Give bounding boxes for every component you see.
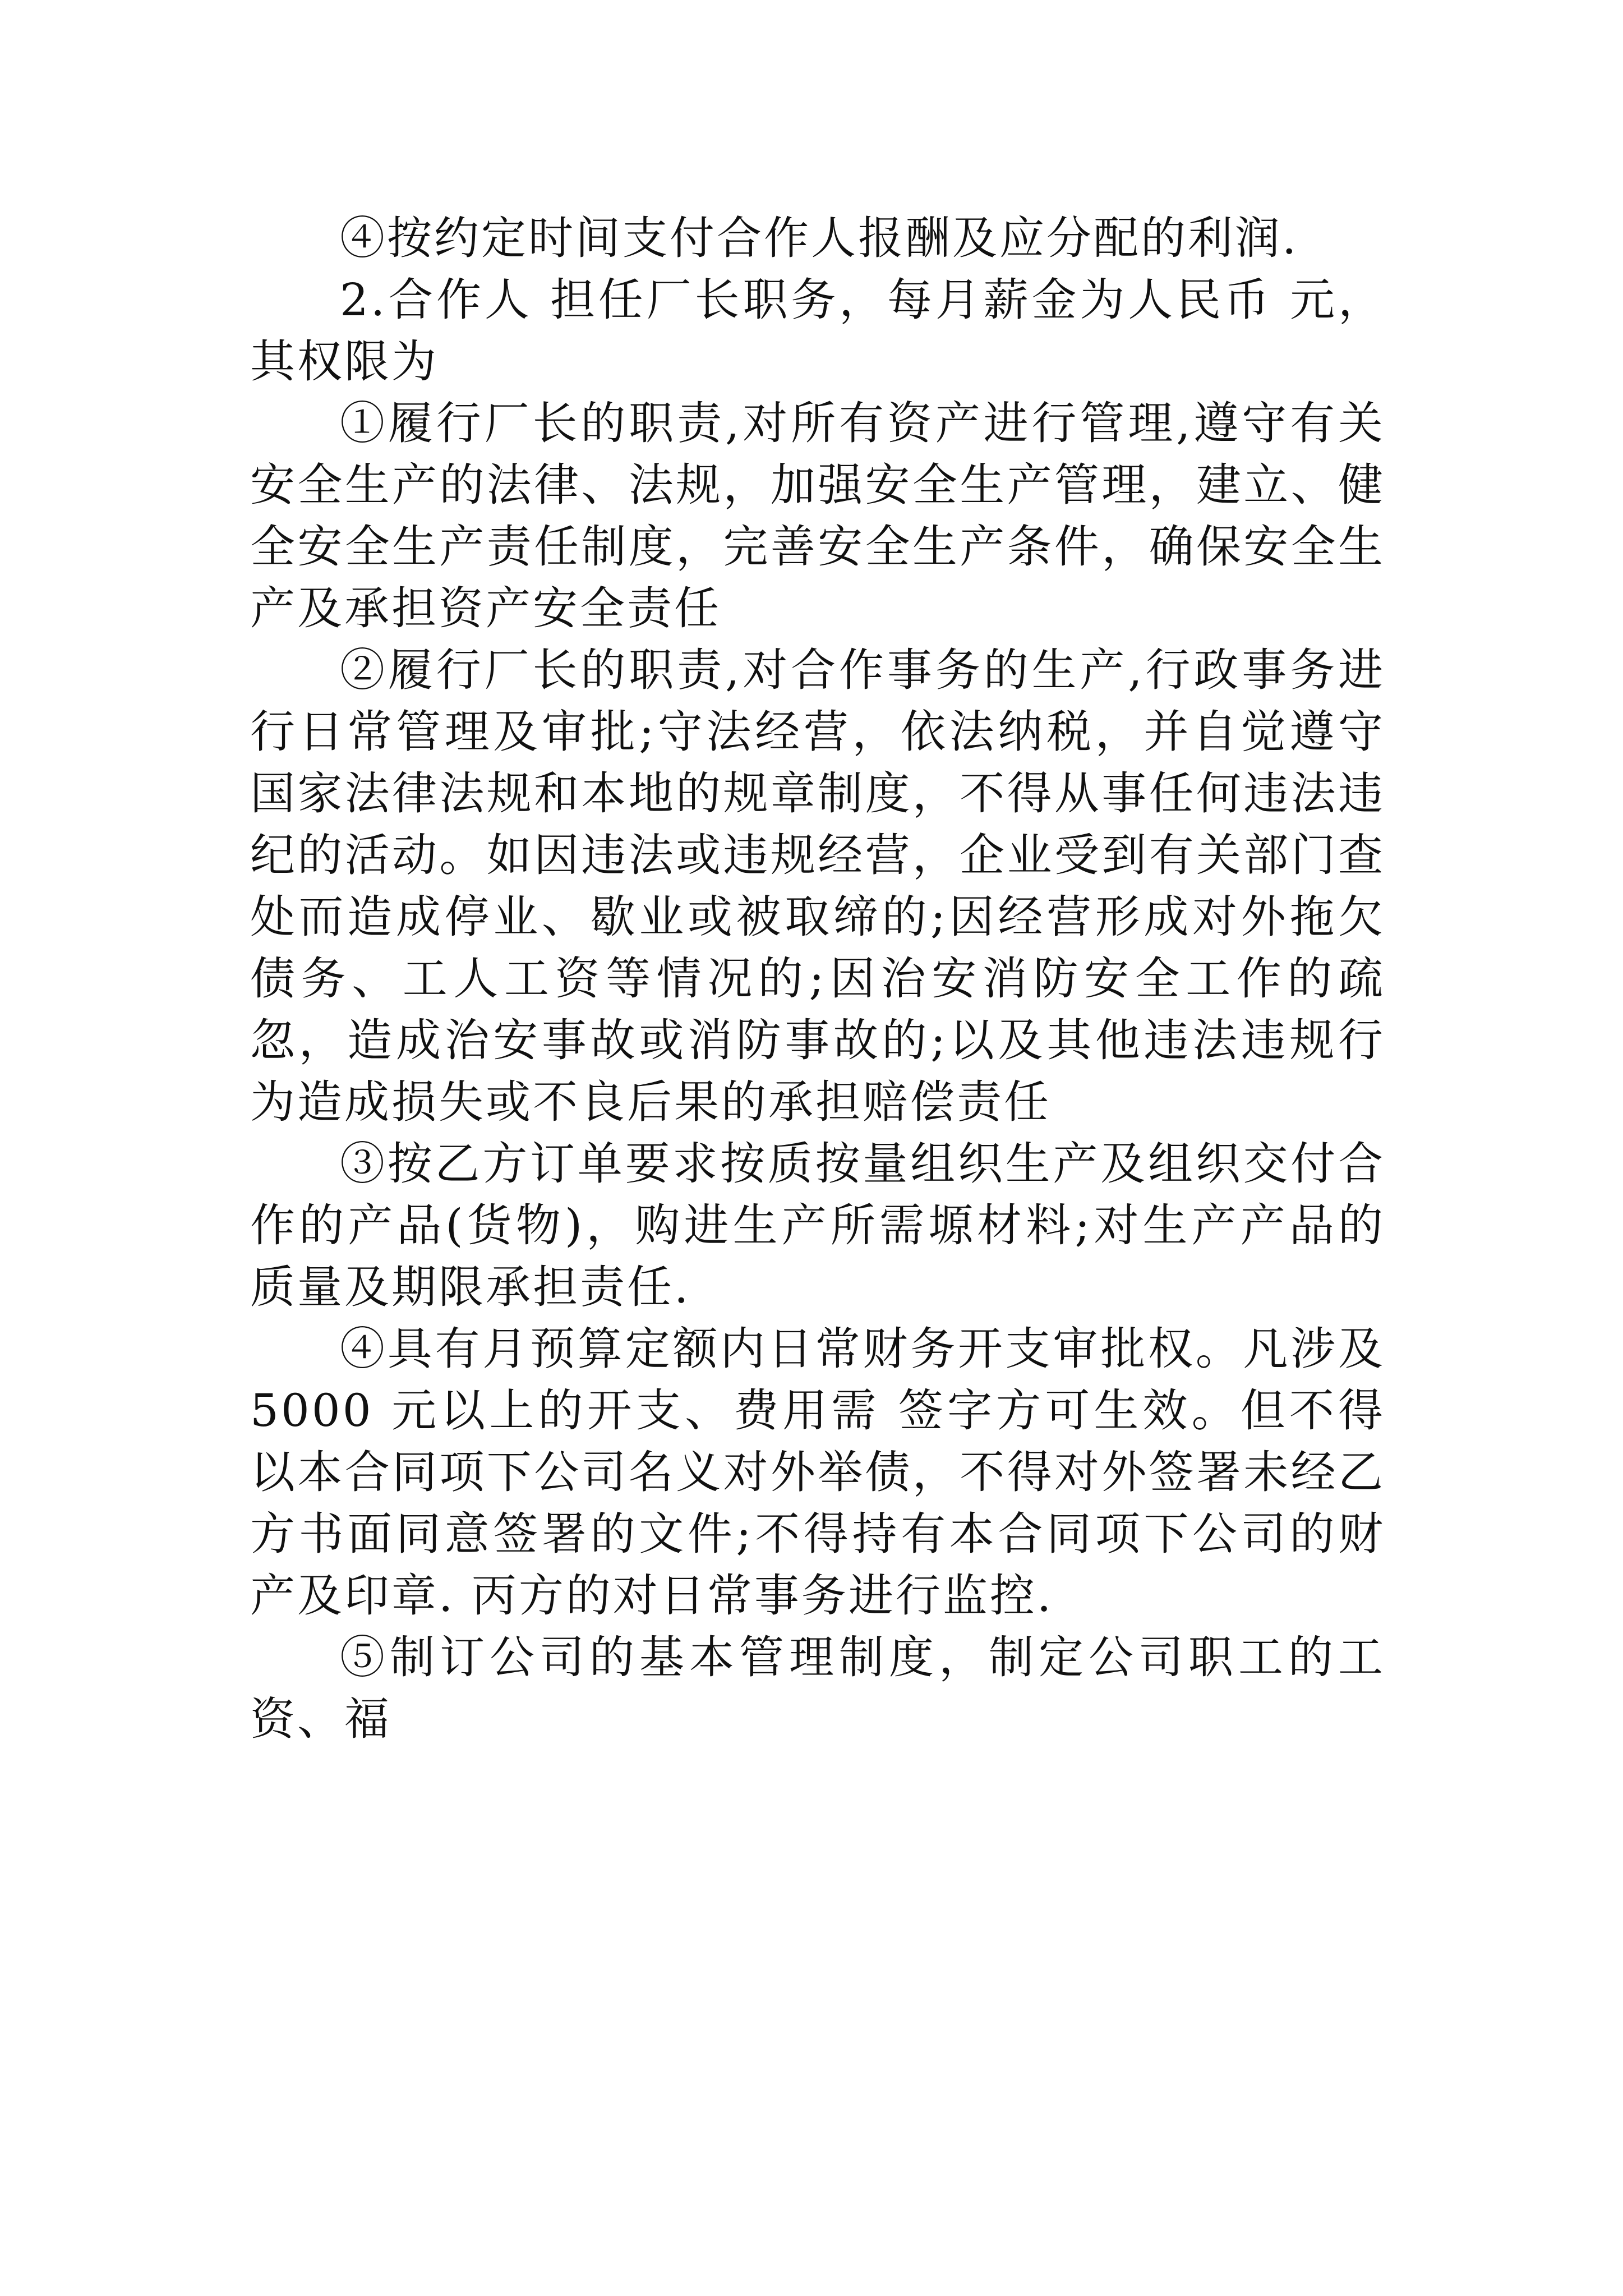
paragraph-asset-safety-duty: ①履行厂长的职责,对所有资产进行管理,遵守有关安全生产的法律、法规，加强安全生产管理，建立、健全安全生产责任制度，完善安全生产条件，确保安全生产及承担资产安全责任 [250,397,1385,634]
paragraph-payment: ④按约定时间支付合作人报酬及应分配的利润. [340,212,1299,264]
paragraph-daily-management-duty: ②履行厂长的职责,对合作事务的生产,行政事务进行日常管理及审批;守法经营，依法纳税，并自觉遵守国家法律法规和本地的规章制度，不得从事任何违法违纪的活动。如因违法或违规经营，企业受到有关部门查处而造成停业、歇业或被取缔的;因经营形成对外拖欠债务、工人工资等情况的;因治安消防安全工作的疏忽，造成治安事故或消防事故的;以及其他违法违规行为造成损失或不良后果的承担赔偿责任 [250,644,1385,1128]
paragraph-factory-director-role: 2.合作人 担任厂长职务，每月薪金为人民币 元，其权限为 [250,274,1385,388]
paragraph-management-rules: ⑤制订公司的基本管理制度，制定公司职工的工资、福 [250,1631,1385,1745]
paragraph-production-duty: ③按乙方订单要求按质按量组织生产及组织交付合作的产品(货物)，购进生产所需塬材料;对生产产品的质量及期限承担责任. [250,1138,1385,1313]
document-body [250,208,1385,1750]
paragraph-finance-approval: ④具有月预算定额内日常财务开支审批权。凡涉及 5000 元以上的开支、费用需 签字方可生效。但不得以本合同项下公司名义对外举债，不得对外签署未经乙方书面同意签署的文件;不得持有本合同项下公司的财产及印章. 丙方的对日常事务进行监控. [250,1323,1385,1622]
